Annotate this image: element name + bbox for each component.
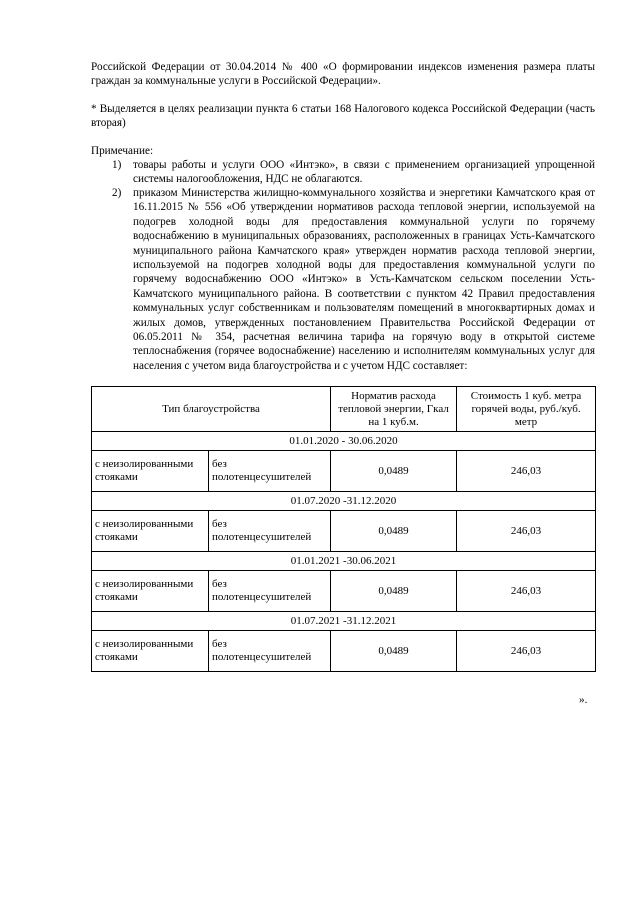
- header-norm: Норматив расхода тепловой энергии, Гкал на 1 куб.м.: [331, 387, 457, 432]
- period-row: [92, 432, 596, 451]
- note-text: приказом Министерства жилищно-коммунального хозяйства и энергетики Камчатского края от 16.11.2015 № 556 «Об утверждении нормативов расхода тепловой энергии, используемой на подогрев холодной воды для предоставления коммунальной услуги по горячему водоснабжению в муниципальных образованиях, расположенных в границах Усть-Камчатского муниципального района Камчатского края» утвержден норматив расхода тепловой энергии, используемой на подогрев холодной воды для предоставления коммунальной услуги по горячему водоснабжению ООО «Интэко» в Усть-Камчатском сельском поселении Усть-Камчатского муниципального района. В соответствии с пунктом 42 Правил предоставления коммунальных услуг собственникам и пользователям помещений в многоквартирных домах и жилых домов, утвержденных постановлением Правительства Российской Федерации от 06.05.2011 № 354, расчетная величина тарифа на горячую воду в открытой системе теплоснабжения (горячее водоснабжение) населению и исполнителям коммунальных услуг для населения с учетом вида благоустройства и с учетом НДС составляет:: [133, 187, 595, 372]
- riser-type-cell: с неизолированными стояками: [92, 631, 209, 672]
- tariff-table: [91, 386, 596, 672]
- riser-type-cell: с неизолированными стояками: [92, 451, 209, 492]
- note-label: Примечание:: [91, 145, 154, 157]
- towel-dryer-cell: без полотенцесушителей: [209, 451, 331, 492]
- cost-cell: 246,03: [457, 571, 596, 612]
- cost-cell: 246,03: [457, 511, 596, 552]
- cost-cell: 246,03: [457, 451, 596, 492]
- period-cell: 01.01.2021 -30.06.2021: [92, 552, 596, 571]
- note-text: товары работы и услуги ООО «Интэко», в связи с применением организацией упрощенной системы налогообложения, НДС не облагаются.: [133, 159, 595, 186]
- table-header-row: [92, 387, 596, 432]
- note-number: 1): [112, 159, 122, 171]
- header-cost: Стоимость 1 куб. метра горячей воды, руб./куб. метр: [457, 387, 596, 432]
- norm-cell: 0,0489: [331, 511, 457, 552]
- table-row: [92, 571, 596, 612]
- table-row: [92, 451, 596, 492]
- norm-cell: 0,0489: [331, 631, 457, 672]
- closing-quote: ».: [579, 694, 588, 706]
- intro-paragraph: Российской Федерации от 30.04.2014 № 400 «О формировании индексов изменения размера платы граждан за коммунальные услуги в Российской Федерации».: [91, 61, 595, 88]
- period-row: [92, 552, 596, 571]
- period-row: [92, 612, 596, 631]
- norm-cell: 0,0489: [331, 451, 457, 492]
- table-row: [92, 631, 596, 672]
- riser-type-cell: с неизолированными стояками: [92, 571, 209, 612]
- header-type: Тип благоустройства: [92, 387, 331, 432]
- riser-type-cell: с неизолированными стояками: [92, 511, 209, 552]
- towel-dryer-cell: без полотенцесушителей: [209, 631, 331, 672]
- period-cell: 01.01.2020 - 30.06.2020: [92, 432, 596, 451]
- note-number: 2): [112, 187, 122, 199]
- towel-dryer-cell: без полотенцесушителей: [209, 571, 331, 612]
- period-cell: 01.07.2020 -31.12.2020: [92, 492, 596, 511]
- vat-footnote: * Выделяется в целях реализации пункта 6 статьи 168 Налогового кодекса Российской Федерации (часть вторая): [91, 103, 595, 130]
- norm-cell: 0,0489: [331, 571, 457, 612]
- table-row: [92, 511, 596, 552]
- period-cell: 01.07.2021 -31.12.2021: [92, 612, 596, 631]
- cost-cell: 246,03: [457, 631, 596, 672]
- period-row: [92, 492, 596, 511]
- towel-dryer-cell: без полотенцесушителей: [209, 511, 331, 552]
